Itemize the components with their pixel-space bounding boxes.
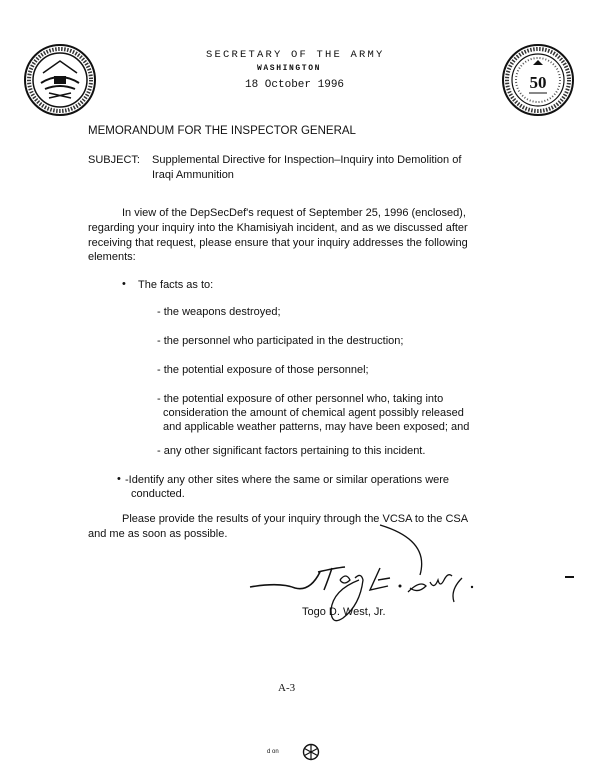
intro-line: receiving that request, please ensure that your inquiry addresses the following — [88, 237, 468, 249]
subject-line-2: Iraqi Ammunition — [152, 169, 234, 181]
scan-mark — [565, 576, 574, 578]
fact-item: - the personnel who participated in the destruction; — [157, 335, 404, 347]
fact-item: - any other significant factors pertaining to this incident. — [157, 445, 426, 457]
bullet-facts: The facts as to: — [138, 279, 214, 291]
recycled-text: d on — [267, 749, 279, 755]
letterhead-title: SECRETARY OF THE ARMY — [206, 49, 385, 61]
department-of-defense-seal-icon — [23, 43, 97, 117]
fact-item-continued: and applicable weather patterns, may have been exposed; and — [163, 421, 470, 433]
fact-item-continued: consideration the amount of chemical agent possibly released — [163, 407, 464, 419]
svg-text:50: 50 — [529, 73, 547, 92]
signer-name: Togo D. West, Jr. — [302, 606, 386, 618]
50th-anniversary-seal-icon — [501, 43, 575, 117]
subject-label: SUBJECT: — [88, 154, 140, 166]
memo-addressee: MEMORANDUM FOR THE INSPECTOR GENERAL — [88, 125, 356, 137]
intro-line: In view of the DepSecDef's request of September 25, 1996 (enclosed), — [122, 207, 466, 219]
bullet-identify-continued: conducted. — [131, 488, 185, 500]
bullet-identify: -Identify any other sites where the same or similar operations were — [125, 474, 450, 486]
subject-line-1: Supplemental Directive for Inspection–Inquiry into Demolition of — [152, 154, 462, 166]
page-number: A-3 — [278, 682, 296, 694]
bullet-icon: • — [117, 473, 121, 485]
intro-line: regarding your inquiry into the Khamisiyah incident, and as we discussed after — [88, 222, 468, 234]
intro-line: elements: — [88, 251, 136, 263]
recycled-paper-icon — [302, 743, 320, 761]
fact-item: - the potential exposure of other personnel who, taking into — [157, 393, 444, 405]
bullet-icon: • — [122, 278, 126, 290]
letterhead-city: WASHINGTON — [257, 64, 322, 73]
fact-item: - the weapons destroyed; — [157, 306, 281, 318]
fact-item: - the potential exposure of those personnel; — [157, 364, 369, 376]
closing-line: Please provide the results of your inquiry through the VCSA to the CSA — [122, 513, 469, 525]
memo-date: 18 October 1996 — [245, 79, 345, 91]
closing-line: and me as soon as possible. — [88, 528, 228, 540]
